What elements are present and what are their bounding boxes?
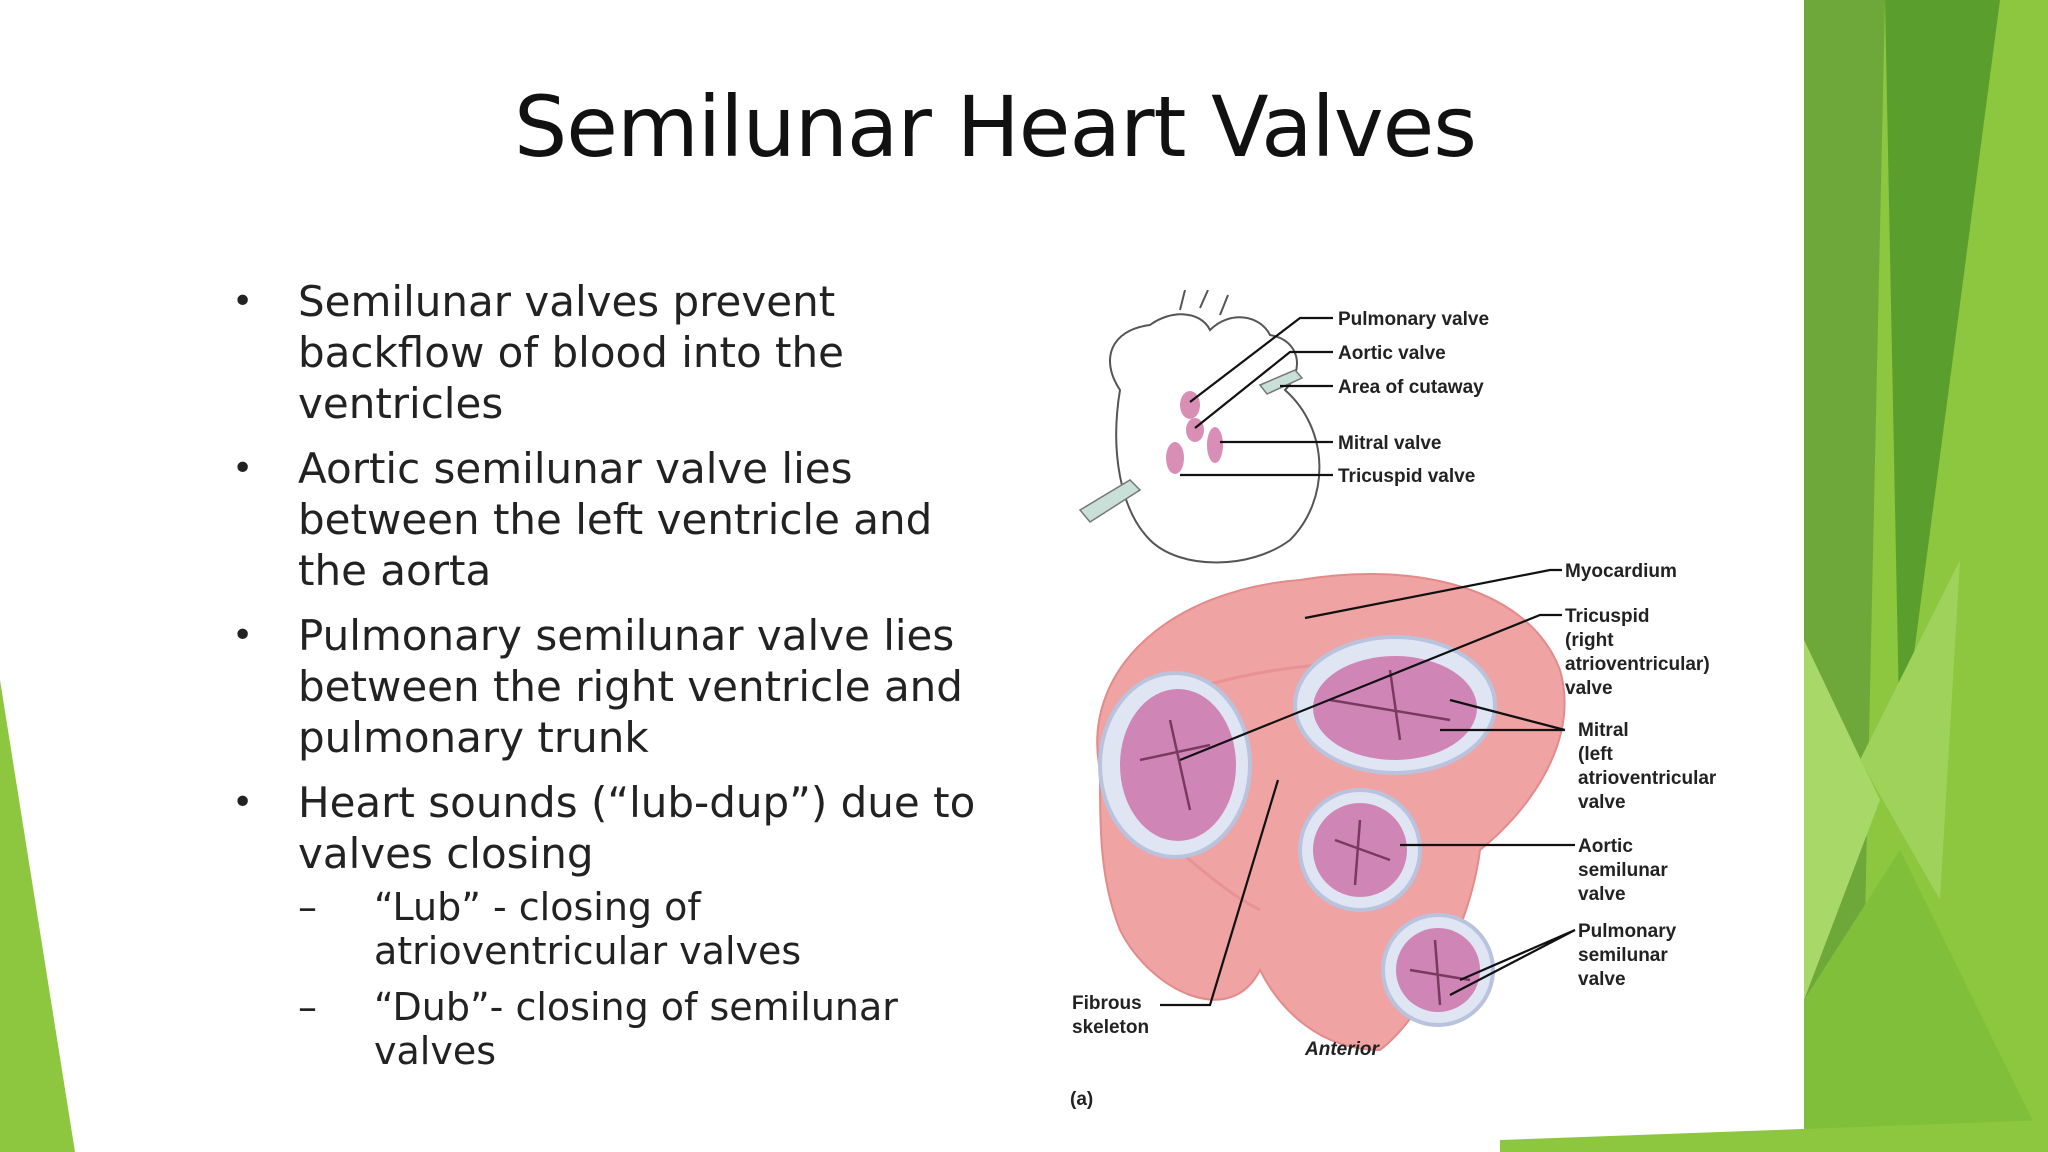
label-fibrous-skeleton: Fibrous skeleton [1072, 993, 1150, 1038]
bullet-item: • Pulmonary semilunar valve lies between the right ventricle and pulmonary trunk [232, 610, 992, 763]
label-tricuspid-av-valve: Tricuspid (right atrioventricular) valve [1565, 606, 1710, 699]
slide-title: Semilunar Heart Valves [513, 78, 1477, 176]
bullet-list [232, 276, 992, 1087]
sub-bullet-list [298, 885, 992, 1073]
label-aortic-valve: Aortic valve [1338, 343, 1446, 364]
label-tricuspid-valve: Tricuspid valve [1338, 466, 1476, 487]
label-mitral-av-valve: Mitral (left atrioventricular valve [1578, 720, 1717, 813]
sub-bullet-item: – “Dub”- closing of semilunar valves [298, 985, 992, 1073]
bullet-text: Heart sounds (“lub-dup”) due to valves closing [298, 778, 976, 878]
label-panel-a: (a) [1070, 1089, 1094, 1110]
bullet-item: • Semilunar valves prevent backflow of blood into the ventricles [232, 276, 992, 429]
sub-bullet-item: – “Lub” - closing of atrioventricular valves [298, 885, 992, 973]
label-area-of-cutaway: Area of cutaway [1338, 377, 1484, 398]
label-pulmonary-semilunar-valve: Pulmonary semilunar valve [1578, 921, 1677, 990]
heart-valve-figure [1060, 290, 1760, 1120]
bullet-item [232, 777, 992, 1073]
label-myocardium: Myocardium [1565, 561, 1677, 582]
label-anterior: Anterior [1305, 1039, 1379, 1060]
label-mitral-valve: Mitral valve [1338, 433, 1442, 454]
valve-cross-section-drawing [1097, 574, 1564, 1050]
label-pulmonary-valve: Pulmonary valve [1338, 309, 1490, 330]
bullet-item: • Aortic semilunar valve lies between the left ventricle and the aorta [232, 443, 992, 596]
label-aortic-semilunar-valve: Aortic semilunar valve [1578, 836, 1668, 905]
